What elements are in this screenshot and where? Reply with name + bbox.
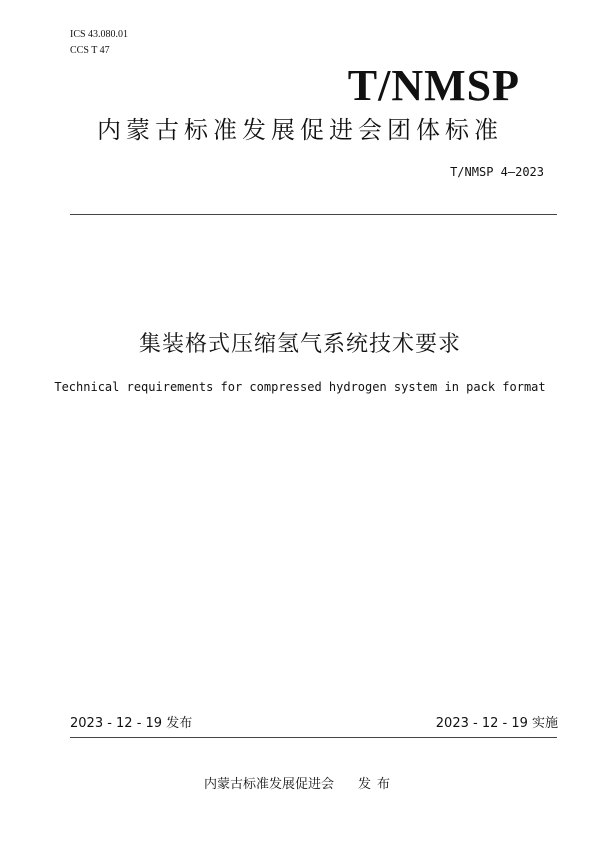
issue-label: 发布 [358, 777, 397, 792]
document-title-english: Technical requirements for compressed hydrogen system in pack format [54, 380, 546, 394]
header-divider [70, 214, 557, 215]
document-title-chinese: 集装格式压缩氢气系统技术要求 [138, 332, 461, 357]
implementation-date: 2023 - 12 - 19 实施 [435, 716, 558, 731]
ics-code: ICS 43.080.01 [70, 29, 129, 40]
organization-title: 内蒙古标准发展促进会团体标准 [97, 116, 503, 144]
ccs-code: CCS T 47 [70, 45, 110, 56]
standard-number: T/NMSP 4—2023 [450, 165, 544, 179]
footer-divider [70, 737, 557, 738]
publisher-name: 内蒙古标准发展促进会 [203, 777, 334, 792]
standard-brand-mark: T/NMSP [347, 61, 520, 110]
publisher-line [0, 776, 600, 794]
publication-date: 2023 - 12 - 19 发布 [70, 716, 193, 731]
